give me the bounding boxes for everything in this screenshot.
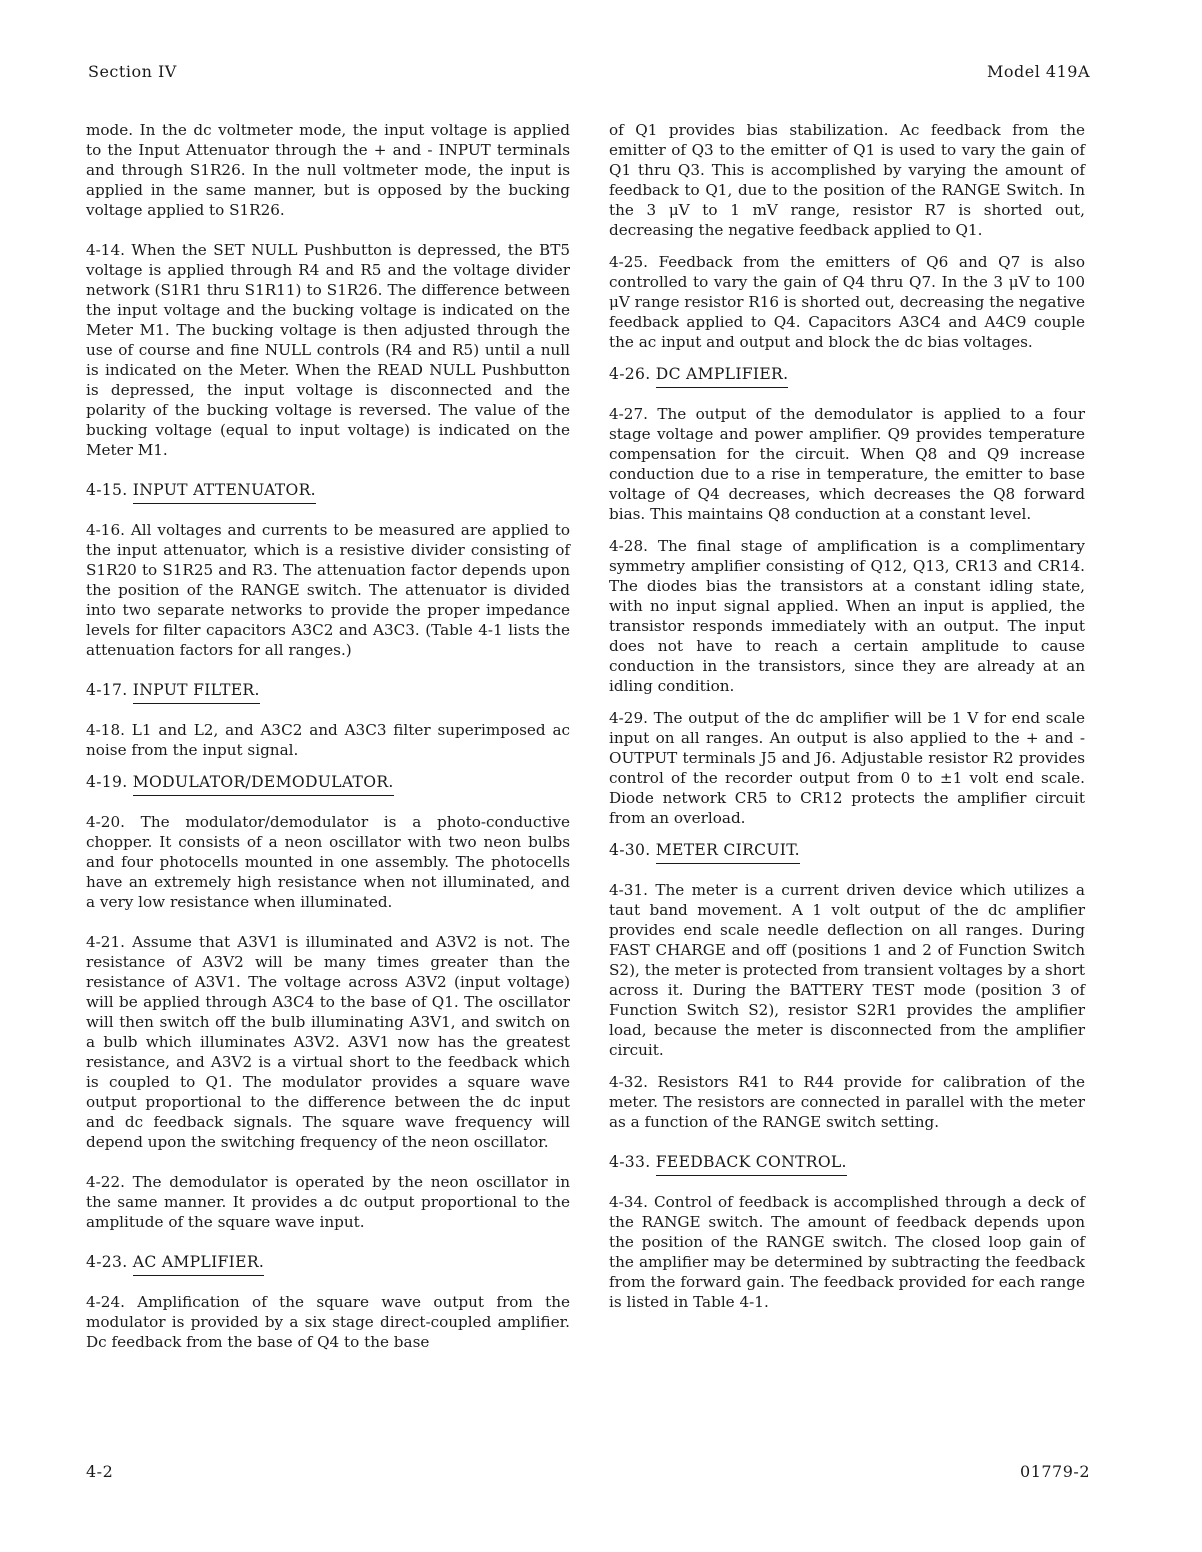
left-column	[86, 120, 570, 1352]
paragraph-4-27: 4-27. The output of the demodulator is applied to a four stage voltage and power amplifier. Q9 provides temperature compensation for the circuit. When Q8 and Q9 increase conduction due to a rise in temperature, the emitter to base voltage of Q4 decreases, which decreases the Q8 forward bias. This maintains Q8 conduction at a constant level.	[609, 405, 1085, 523]
paragraph-4-31: 4-31. The meter is a current driven device which utilizes a taut band movement. A 1 volt output of the dc amplifier provides end scale needle deflection on all ranges. During FAST CHARGE and off (positions 1 and 2 of Function Switch S2), the meter is protected from transient voltages by a short across it. During the BATTERY TEST mode (position 3 of Function Switch S2), resistor S2R1 provides the amplifier load, because the meter is disconnected from the amplifier circuit.	[609, 881, 1085, 1059]
heading-title: DC AMPLIFIER.	[656, 364, 789, 388]
paragraph-4-14: 4-14. When the SET NULL Pushbutton is depressed, the BT5 voltage is applied through R4 and R5 and the voltage divider network (S1R1 thru S1R11) to S1R26. The difference between the input voltage and the bucking voltage is indicated on the Meter M1. The bucking voltage is then adjusted through the use of course and fine NULL controls (R4 and R5) until a null is indicated on the Meter. When the READ NULL Pushbutton is depressed, the input voltage is disconnected and the polarity of the bucking voltage is reversed. The value of the bucking voltage (equal to input voltage) is indicated on the Meter M1.	[86, 241, 570, 459]
section-header: Section IV	[88, 62, 177, 81]
paragraph-4-28: 4-28. The final stage of amplification is a complimentary symmetry amplifier consisting of Q12, Q13, CR13 and CR14. The diodes bias the transistors at a constant idling state, with no input signal applied. When an input is applied, the transistor responds immediately with an output. The input does not have to reach a certain amplitude to cause conduction in the transistors, since they are already at an idling condition.	[609, 537, 1085, 695]
paragraph-4-24: 4-24. Amplification of the square wave output from the modulator is provided by a six stage direct-coupled amplifier. Dc feedback from the base of Q4 to the base	[86, 1293, 570, 1351]
heading-4-30	[609, 840, 1085, 864]
paragraph-4-25: 4-25. Feedback from the emitters of Q6 and Q7 is also controlled to vary the gain of Q4 thru Q7. In the 3 μV to 100 μV range resistor R16 is shorted out, decreasing the negative feedback applied to Q4. Capacitors A3C4 and A4C9 couple the ac input and output and block the dc bias voltages.	[609, 253, 1085, 351]
heading-title: INPUT FILTER.	[133, 680, 260, 704]
paragraph-4-18: 4-18. L1 and L2, and A3C2 and A3C3 filter superimposed ac noise from the input signal.	[86, 721, 570, 759]
heading-4-15	[86, 480, 570, 504]
document-number: 01779-2	[1020, 1462, 1090, 1481]
heading-title: FEEDBACK CONTROL.	[656, 1152, 847, 1176]
heading-4-19	[86, 772, 570, 796]
heading-title: AC AMPLIFIER.	[133, 1252, 264, 1276]
heading-4-17	[86, 680, 570, 704]
page-number: 4-2	[86, 1462, 114, 1481]
heading-number: 4-23.	[86, 1253, 128, 1271]
heading-4-33	[609, 1152, 1085, 1176]
heading-number: 4-33.	[609, 1153, 651, 1171]
paragraph-4-16: 4-16. All voltages and currents to be measured are applied to the input attenuator, which is a resistive divider consisting of S1R20 to S1R25 and R3. The attenuation factor depends upon the position of the RANGE switch. The attenuator is divided into two separate networks to provide the proper impedance levels for filter capacitors A3C2 and A3C3. (Table 4-1 lists the attenuation factors for all ranges.)	[86, 521, 570, 659]
heading-4-26	[609, 364, 1085, 388]
heading-number: 4-17.	[86, 681, 128, 699]
paragraph-continued: of Q1 provides bias stabilization. Ac feedback from the emitter of Q3 to the emitter of Q1 is used to vary the gain of Q1 thru Q3. This is accomplished by varying the amount of feedback to Q1, due to the position of the RANGE Switch. In the 3 μV to 1 mV range, resistor R7 is shorted out, decreasing the negative feedback applied to Q1.	[609, 121, 1085, 239]
right-column	[609, 120, 1085, 1312]
paragraph-4-29: 4-29. The output of the dc amplifier will be 1 V for end scale input on all ranges. An output is also applied to the + and - OUTPUT terminals J5 and J6. Adjustable resistor R2 provides control of the recorder output from 0 to ±1 volt end scale. Diode network CR5 to CR12 protects the amplifier circuit from an overload.	[609, 709, 1085, 827]
heading-4-23	[86, 1252, 570, 1276]
paragraph-4-20: 4-20. The modulator/demodulator is a photo-conductive chopper. It consists of a neon oscillator with two neon bulbs and four photocells mounted in one assembly. The photocells have an extremely high resistance when not illuminated, and a very low resistance when illuminated.	[86, 813, 570, 911]
heading-number: 4-15.	[86, 481, 128, 499]
heading-title: MODULATOR/DEMODULATOR.	[133, 772, 394, 796]
heading-number: 4-19.	[86, 773, 128, 791]
paragraph-continued: mode. In the dc voltmeter mode, the input voltage is applied to the Input Attenuator through the + and - INPUT terminals and through S1R26. In the null voltmeter mode, the input is applied in the same manner, but is opposed by the bucking voltage applied to S1R26.	[86, 121, 570, 219]
heading-title: INPUT ATTENUATOR.	[133, 480, 316, 504]
heading-number: 4-30.	[609, 841, 651, 859]
paragraph-4-32: 4-32. Resistors R41 to R44 provide for calibration of the meter. The resistors are connected in parallel with the meter as a function of the RANGE switch setting.	[609, 1073, 1085, 1131]
paragraph-4-22: 4-22. The demodulator is operated by the neon oscillator in the same manner. It provides a dc output proportional to the amplitude of the square wave input.	[86, 1173, 570, 1231]
heading-number: 4-26.	[609, 365, 651, 383]
heading-title: METER CIRCUIT.	[656, 840, 800, 864]
paragraph-4-34: 4-34. Control of feedback is accomplished through a deck of the RANGE switch. The amount of feedback depends upon the position of the RANGE switch. The closed loop gain of the amplifier may be determined by subtracting the feedback from the forward gain. The feedback provided for each range is listed in Table 4-1.	[609, 1193, 1085, 1311]
paragraph-4-21: 4-21. Assume that A3V1 is illuminated and A3V2 is not. The resistance of A3V2 will be many times greater than the resistance of A3V1. The voltage across A3V2 (input voltage) will be applied through A3C4 to the base of Q1. The oscillator will then switch off the bulb illuminating A3V1, and switch on a bulb which illuminates A3V2. A3V1 now has the greatest resistance, and A3V2 is a virtual short to the feedback which is coupled to Q1. The modulator provides a square wave output proportional to the difference between the dc input and dc feedback signals. The square wave frequency will depend upon the switching frequency of the neon oscillator.	[86, 933, 570, 1151]
model-header: Model 419A	[986, 62, 1090, 81]
